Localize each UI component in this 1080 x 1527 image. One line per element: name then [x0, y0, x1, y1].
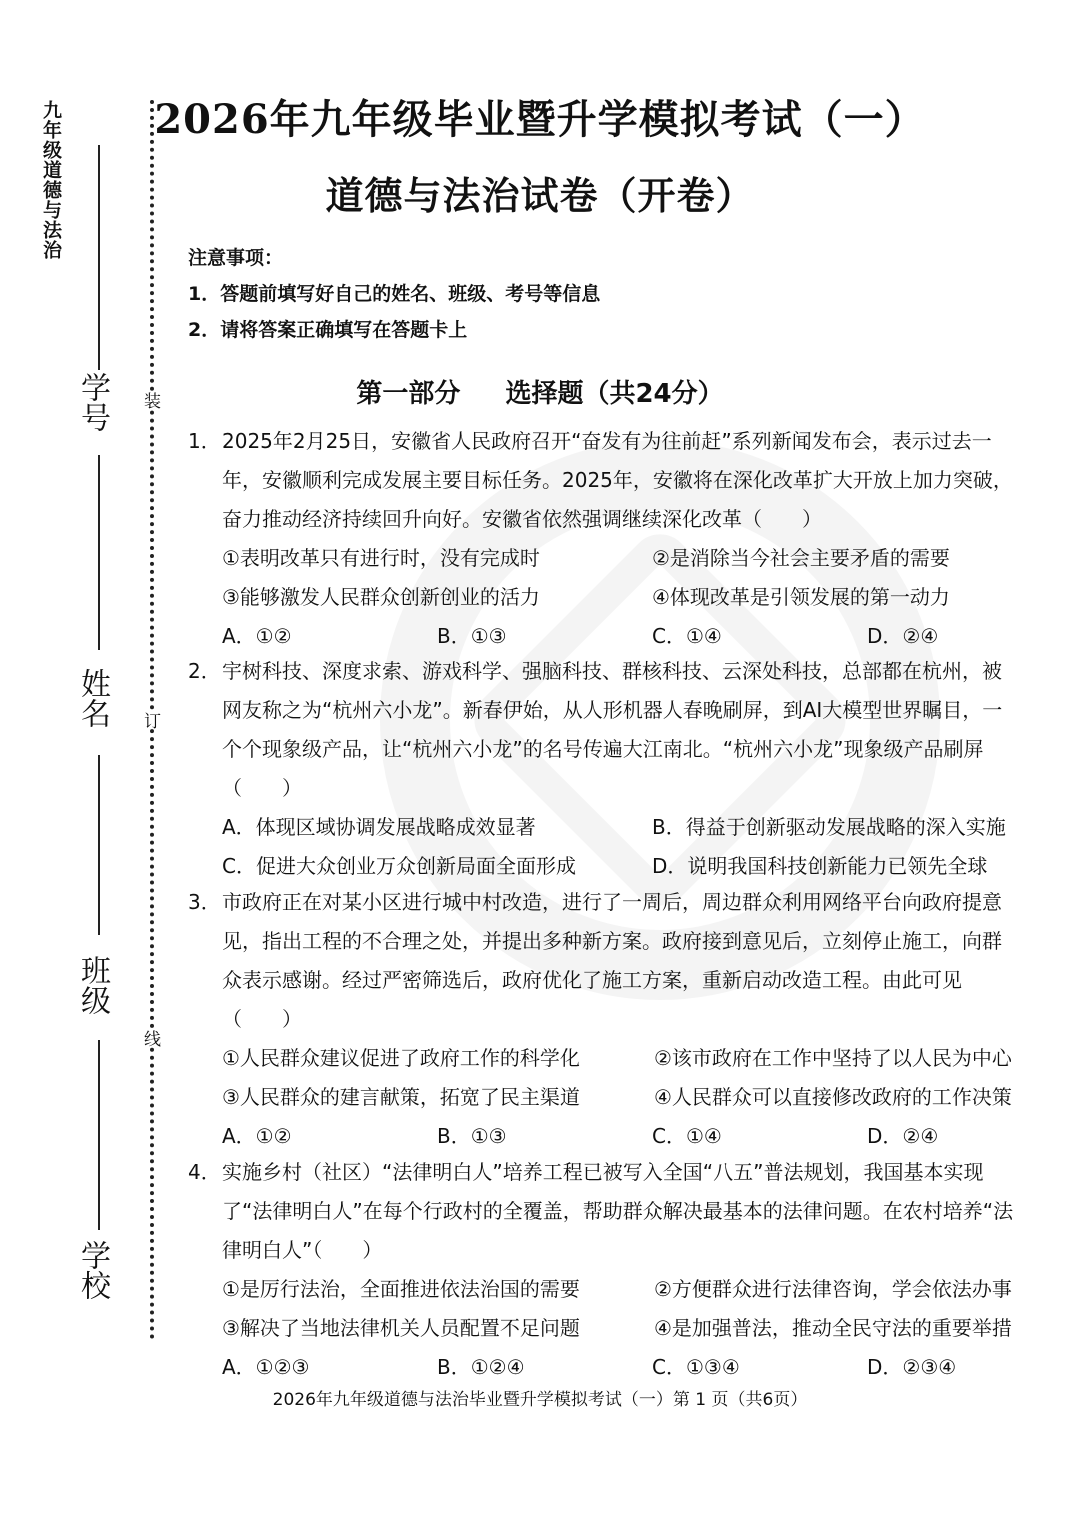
option-b: B．①③ [437, 624, 507, 648]
option-b: B．①③ [437, 1124, 507, 1148]
page-footer: 2026年九年级道德与法治毕业暨升学模拟考试（一）第 1 页（共6页） [272, 1390, 808, 1410]
question-stem: 宇树科技、深度求索、游戏科学、强脑科技、群核科技、云深处科技，总部都在杭州，被网友称之为“杭州六小龙”。新春伊始，从人形机器人春晚刷屏，到AI大模型世界瞩目，一个个现象级产品，让“杭州六小龙”的名号传遍大江南北。“杭州六小龙”现象级产品刷屏（ ） [222, 659, 1003, 800]
statement: ④人民群众可以直接修改政府的工作决策 [654, 1085, 1012, 1109]
section-heading [0, 373, 1080, 410]
option-d: D．②④ [867, 624, 939, 648]
statement: ①表明改革只有进行时，没有完成时 [222, 546, 540, 570]
field-name: 姓名 [75, 668, 110, 728]
option-d: D．②③④ [867, 1355, 957, 1379]
question-3 [188, 883, 1018, 1156]
option-a: A．①② [222, 624, 292, 648]
field-school: 学校 [75, 1240, 110, 1300]
section-name: 选择题（共24分） [505, 379, 724, 409]
binding-mark-xian: 线 [138, 1030, 163, 1047]
exam-title: 2026年九年级毕业暨升学模拟考试（一） [154, 96, 926, 143]
statement: ④是加强普法，推动全民守法的重要举措 [654, 1316, 1012, 1340]
school-line [98, 1040, 100, 1230]
statement: ④体现改革是引领发展的第一动力 [652, 585, 950, 609]
option-c: C．①③④ [652, 1355, 740, 1379]
option-d: D．②④ [867, 1124, 939, 1148]
note-item: 1．答题前填写好自己的姓名、班级、考号等信息 [188, 283, 601, 305]
statement: ②是消除当今社会主要矛盾的需要 [652, 546, 950, 570]
question-1 [188, 422, 1018, 656]
option-b: B．①②④ [437, 1355, 525, 1379]
statement: ①人民群众建议促进了政府工作的科学化 [222, 1046, 580, 1070]
binding-mark-zhuang: 装 [138, 392, 163, 409]
statement: ③人民群众的建言献策，拓宽了民主渠道 [222, 1085, 580, 1109]
question-stem: 实施乡村（社区）“法律明白人”培养工程已被写入全国“八五”普法规划，我国基本实现了“法律明白人”在每个行政村的全覆盖，帮助群众解决最基本的法律问题。在农村培养“法律明白人”（ ） [222, 1160, 1014, 1262]
notes-heading: 注意事项： [188, 247, 284, 269]
question-number: 2． [188, 659, 221, 683]
question-4 [188, 1153, 1018, 1387]
question-stem: 市政府正在对某小区进行城中村改造，进行了一周后，周边群众利用网络平台向政府提意见，指出工程的不合理之处，并提出多种新方案。政府接到意见后，立刻停止施工，向群众表示感谢。经过严密筛选后，政府优化了施工方案，重新启动改造工程。由此可见（ ） [222, 890, 1002, 1031]
question-stem: 2025年2月25日，安徽省人民政府召开“奋发有为往前赶”系列新闻发布会，表示过去一年，安徽顺利完成发展主要目标任务。2025年，安徽将在深化改革扩大开放上加力突破，奋力推动经济持续回升向好。安徽省依然强调继续深化改革（ ） [222, 429, 1013, 531]
statement: ②该市政府在工作中坚持了以人民为中心 [654, 1046, 1012, 1070]
option-a: A．体现区域协调发展战略成效显著 [222, 815, 536, 839]
field-class: 班级 [75, 955, 110, 1015]
option-a: A．①②③ [222, 1355, 310, 1379]
question-number: 3． [188, 890, 221, 914]
side-header: 九年级道德与法治 [40, 100, 62, 260]
binding-mark-ding: 订 [138, 712, 163, 729]
statement: ③能够激发人民群众创新创业的活力 [222, 585, 540, 609]
statement: ①是厉行法治，全面推进依法治国的需要 [222, 1277, 580, 1301]
question-number: 4． [188, 1160, 221, 1184]
option-c: C．促进大众创业万众创新局面全面形成 [222, 854, 576, 878]
exam-subtitle: 道德与法治试卷（开卷） [325, 173, 755, 218]
statement: ③解决了当地法律机关人员配置不足问题 [222, 1316, 580, 1340]
name-line [98, 455, 100, 650]
notes [188, 243, 600, 351]
question-2 [188, 652, 1018, 886]
question-number: 1． [188, 429, 221, 453]
option-c: C．①④ [652, 624, 722, 648]
field-student-id: 学号 [75, 372, 110, 432]
option-c: C．①④ [652, 1124, 722, 1148]
note-item: 2．请将答案正确填写在答题卡上 [188, 319, 468, 341]
section-part: 第一部分 [356, 379, 461, 409]
option-a: A．①② [222, 1124, 292, 1148]
statement: ②方便群众进行法律咨询，学会依法办事 [654, 1277, 1012, 1301]
class-line [98, 755, 100, 935]
option-b: B．得益于创新驱动发展战略的深入实施 [652, 815, 1006, 839]
option-d: D．说明我国科技创新能力已领先全球 [652, 854, 988, 878]
